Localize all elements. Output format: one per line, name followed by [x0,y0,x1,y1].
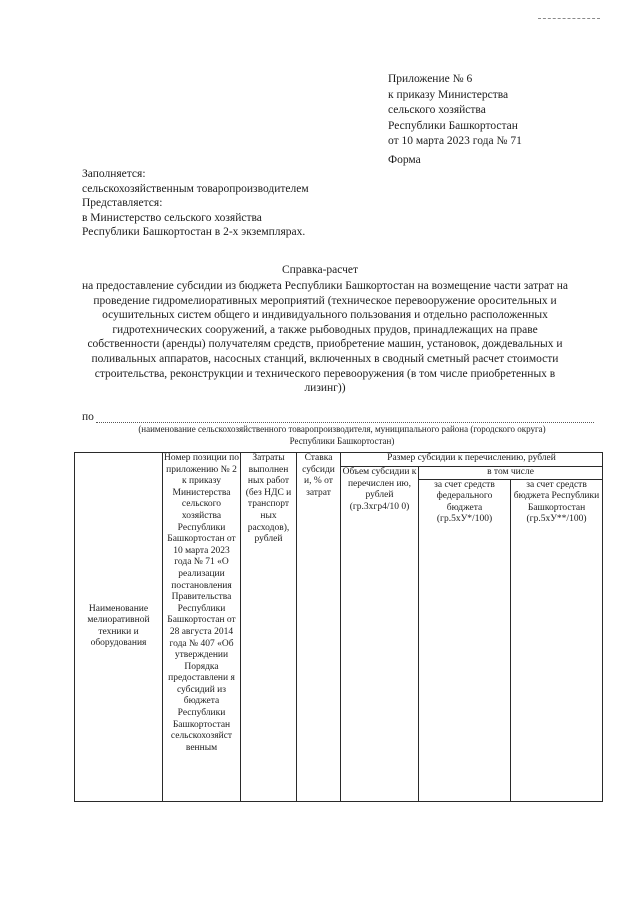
appendix-line: Республики Башкортостан [388,119,518,132]
po-fill-line [96,422,594,423]
appendix-line: Приложение № 6 [388,73,473,85]
header-including [419,467,603,480]
fill-line: в Министерство сельского хозяйства [82,211,262,224]
appendix-line: от 10 марта 2023 года № 71 [388,135,522,147]
po-note [82,424,602,447]
header-text: Затраты выполнен ных работ (без НДС и транспорт ных расходов), рублей [245,453,292,545]
header-text: за счет средств федерального бюджета (гр.5хУ*/100) [434,479,495,525]
document-title: Справка-расчет [281,264,359,276]
fill-line: Заполняется: [82,168,146,180]
header-equipment-name [75,453,163,802]
header-text: в том числе [487,467,534,477]
form-label: Форма [388,154,421,166]
po-label: по [82,411,94,423]
po-note-line: (наименование сельскохозяйственного товаропроизводителя, муниципального района (городского округа) [138,424,546,434]
top-edge-mark [538,18,600,19]
fill-line: Республики Башкортостан в 2-х экземплярах. [82,226,306,238]
header-text: за счет средств бюджета Республики Башкортостан (гр.5хУ**/100) [513,479,600,525]
appendix-line: сельского хозяйства [388,104,486,116]
header-text: Размер субсидии к перечислению, рублей [387,453,556,463]
header-rate [297,453,341,802]
fill-line: сельскохозяйственным товаропроизводителем [82,182,309,195]
document-description: на предоставление субсидии из бюджета Республики Башкортостан на возмещение части затрат на проведение гидромелиоративных мероприятий (техническое перевооружение оросительных и осушительных систем общего и индивидуального пользования и отдельно расположенных гидротехнических сооружений, а также рыбоводных прудов, принадлежащих на праве собственности (аренды) получателям средств, приобретение машин, установок, дождевальных и поливальных аппаратов, насосных станций, включенных в сводный сметный расчет стоимости строительства, реконструкции и технического перевооружения (в том числе приобретенных в лизинг)) [82,280,568,395]
header-text: Наименование мелиоративной техники и оборудования [87,603,150,649]
fill-instructions [82,167,309,240]
header-subsidy-group [341,453,603,467]
header-text: Ставка субсиди и, % от затрат [302,453,335,498]
header-regional-budget [511,479,603,801]
appendix-line: к приказу Министерства [388,88,509,101]
fill-line: Представляется: [82,197,163,209]
appendix-block [388,72,522,150]
header-federal-budget [419,479,511,801]
header-position-number [163,453,241,802]
po-note-line: Республики Башкортостан) [289,435,395,446]
subsidy-table [74,452,603,802]
header-subsidy-volume [341,467,419,802]
header-text: Объем субсидии к перечислен ию, рублей (гр.3хгр4/10 0) [342,467,417,512]
header-text: Номер позиции по приложению № 2 к приказу Министерства сельского хозяйства Республики Башкортостан от 10 марта 2023 года № 71 «О реализации постановления Правительства Республики Башкортостан от 28 августа 2014 года № 407 «Об утверждении Порядка предоставлени я субсидий из бюджета Республики Башкортостан сельскохозяйст венным [164,453,239,753]
header-costs [241,453,297,802]
